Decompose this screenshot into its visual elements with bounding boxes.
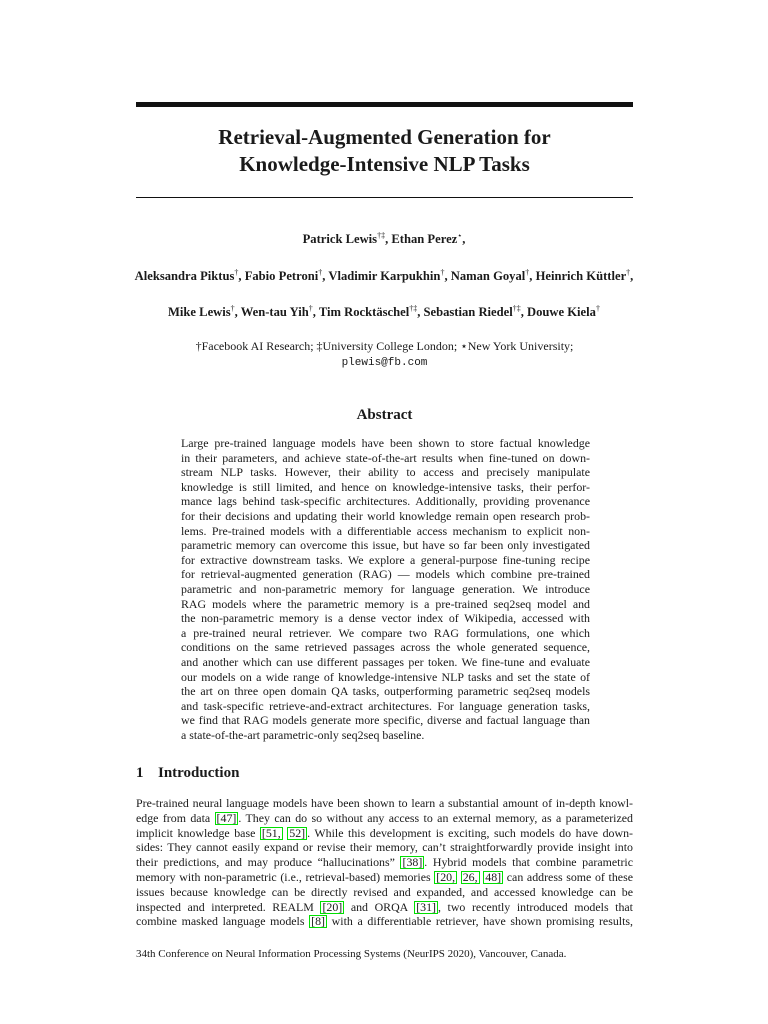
author-affiliation-mark: † [234, 267, 239, 277]
author-name: Patrick Lewis [302, 232, 378, 246]
title-rule [136, 197, 633, 198]
intro-line: implicit knowledge base [51, 52] . While this development is exciting, such models do have down- [136, 825, 633, 840]
abstract-line: lems. Pre-trained models with a differentiable access mechanism to explicit non- [181, 523, 590, 538]
abstract-line: our models on a wide range of knowledge-intensive NLP tasks and set the state of [181, 669, 590, 684]
author-name: Wen-tau Yih [240, 305, 309, 319]
author-affiliation-mark: † [525, 267, 530, 277]
author-name: Ethan Perez [391, 232, 458, 246]
contact-email[interactable]: plewis@fb.com [341, 357, 428, 369]
citation-link[interactable]: [20, [436, 869, 456, 884]
abstract-line: mance lags behind task-specific architectures. Additionally, providing provenance [181, 494, 590, 509]
author-name: Heinrich Küttler [535, 269, 627, 283]
intro-line: inspected and interpreted. REALM [20] and ORQA [31] , two recently introduced models that [136, 899, 633, 914]
citation-link[interactable]: [31] [416, 899, 436, 914]
abstract-line: conditions on the same retrieved passages across the whole generated sequence, [181, 640, 590, 655]
citation-link[interactable]: [20] [322, 899, 343, 914]
author-line-2: Aleksandra Piktus†, Fabio Petroni†, Vladimir Karpukhin†, Naman Goyal†, Heinrich Küttler†, [134, 267, 634, 283]
abstract-line: parametric and non-parametric memory for language generation. We introduce [181, 581, 590, 596]
abstract-line: we find that RAG models generate more specific, diverse and factual language than [181, 713, 590, 728]
abstract-line: a pre-trained neural retriever. We compare two RAG formulations, one which [181, 625, 590, 640]
author-name: Douwe Kiela [527, 305, 596, 319]
abstract-line: for extractive downstream tasks. We explore a general-purpose fine-tuning recipe [181, 552, 590, 567]
conference-footnote: 34th Conference on Neural Information Processing Systems (NeurIPS 2020), Vancouver, Canada. [136, 948, 567, 960]
title-line: Knowledge-Intensive NLP Tasks [239, 152, 530, 176]
intro-line: combine masked language models [8] with a differentiable retriever, have shown promising results, [136, 914, 633, 929]
abstract-line: the art on three open domain QA tasks, outperforming parametric seq2seq models [181, 684, 590, 699]
author-name: Fabio Petroni [244, 269, 319, 283]
title-line: Retrieval-Augmented Generation for [218, 125, 551, 149]
abstract-line: a state-of-the-art parametric-only seq2seq baseline. [181, 727, 425, 742]
intro-line: sides: They cannot easily expand or revise their memory, can’t straightforwardly provide insight into [136, 840, 633, 855]
author-affiliation-mark: †‡ [512, 303, 521, 313]
citation-link[interactable]: 52] [289, 825, 306, 840]
author-name: Sebastian Riedel [423, 305, 513, 319]
abstract-line: for their decisions and updating their world knowledge remain open research prob- [181, 508, 590, 523]
section-heading [136, 763, 239, 783]
abstract-line: stream NLP tasks. However, their ability to access and precisely manipulate [181, 465, 590, 480]
author-name: Tim Rocktäschel [318, 305, 410, 319]
author-line-1: Patrick Lewis†‡, Ethan Perez⋆, [302, 230, 466, 246]
introduction-body [136, 796, 633, 929]
abstract-heading: Abstract [356, 407, 413, 423]
top-rule [136, 102, 633, 107]
citation-link[interactable]: [51, [261, 825, 281, 840]
author-affiliation-mark: † [318, 267, 323, 277]
citation-link[interactable]: [38] [402, 855, 423, 870]
author-line-3: Mike Lewis†, Wen-tau Yih†, Tim Rocktäschel†‡, Sebastian Riedel†‡, Douwe Kiela† [168, 303, 600, 319]
author-name: Naman Goyal [450, 269, 526, 283]
abstract-line: and task-specific retrieve-and-extract architectures. For language generation tasks, [181, 698, 590, 713]
abstract-line: knowledge is still limited, and hence on knowledge-intensive tasks, their perfor- [181, 479, 590, 494]
intro-line: issues because knowledge can be directly revised and expanded, and accessed knowledge can be [136, 884, 633, 899]
author-name: Mike Lewis [168, 305, 231, 319]
author-name: Vladimir Karpukhin [328, 269, 441, 283]
author-affiliation-mark: † [595, 303, 600, 313]
abstract-line: parametric memory can overcome this issue, but have so far been only investigated [181, 538, 590, 553]
author-affiliation-mark: ⋆ [457, 230, 463, 240]
affiliations: †Facebook AI Research; ‡University College London; ⋆New York University; [195, 339, 574, 353]
abstract-line: the non-parametric memory is a dense vector index of Wikipedia, accessed with [181, 611, 590, 626]
intro-line: Pre-trained neural language models have been shown to learn a substantial amount of in-depth knowl- [136, 796, 633, 810]
citation-link[interactable]: 48] [485, 869, 502, 884]
intro-line: their predictions, and may produce “hallucinations” [38] . Hybrid models that combine parametric [136, 855, 633, 870]
abstract-line: and another which can use different passages per token. We fine-tune and evaluate [181, 654, 590, 669]
author-affiliation-mark: †‡ [377, 230, 386, 240]
section-number: 1 [136, 765, 144, 781]
citation-link[interactable]: [8] [311, 914, 326, 929]
author-affiliation-mark: † [308, 303, 313, 313]
abstract-line: Large pre-trained language models have been shown to store factual knowledge [181, 436, 590, 450]
abstract-line: RAG models where the parametric memory is a pre-trained seq2seq model and [181, 596, 590, 611]
author-affiliation-mark: † [230, 303, 235, 313]
intro-line: memory with non-parametric (i.e., retrieval-based) memories [20, 26, 48] can address some of these [136, 869, 633, 884]
abstract-body [181, 436, 590, 742]
section-title: Introduction [158, 765, 240, 781]
author-name: Aleksandra Piktus [134, 269, 235, 283]
abstract-line: in their parameters, and achieve state-of-the-art results when fine-tuned on down- [181, 450, 590, 465]
citation-link[interactable]: 26, [462, 869, 478, 884]
paper-title [136, 124, 633, 178]
author-affiliation-mark: † [626, 267, 631, 277]
abstract-line: for retrieval-augmented generation (RAG) — models which combine pre-trained [181, 567, 590, 582]
intro-line: edge from data [47] . They can do so without any access to an external memory, as a parameterized [136, 810, 633, 825]
author-affiliation-mark: †‡ [409, 303, 418, 313]
author-affiliation-mark: † [440, 267, 445, 277]
citation-link[interactable]: [47] [216, 810, 237, 825]
